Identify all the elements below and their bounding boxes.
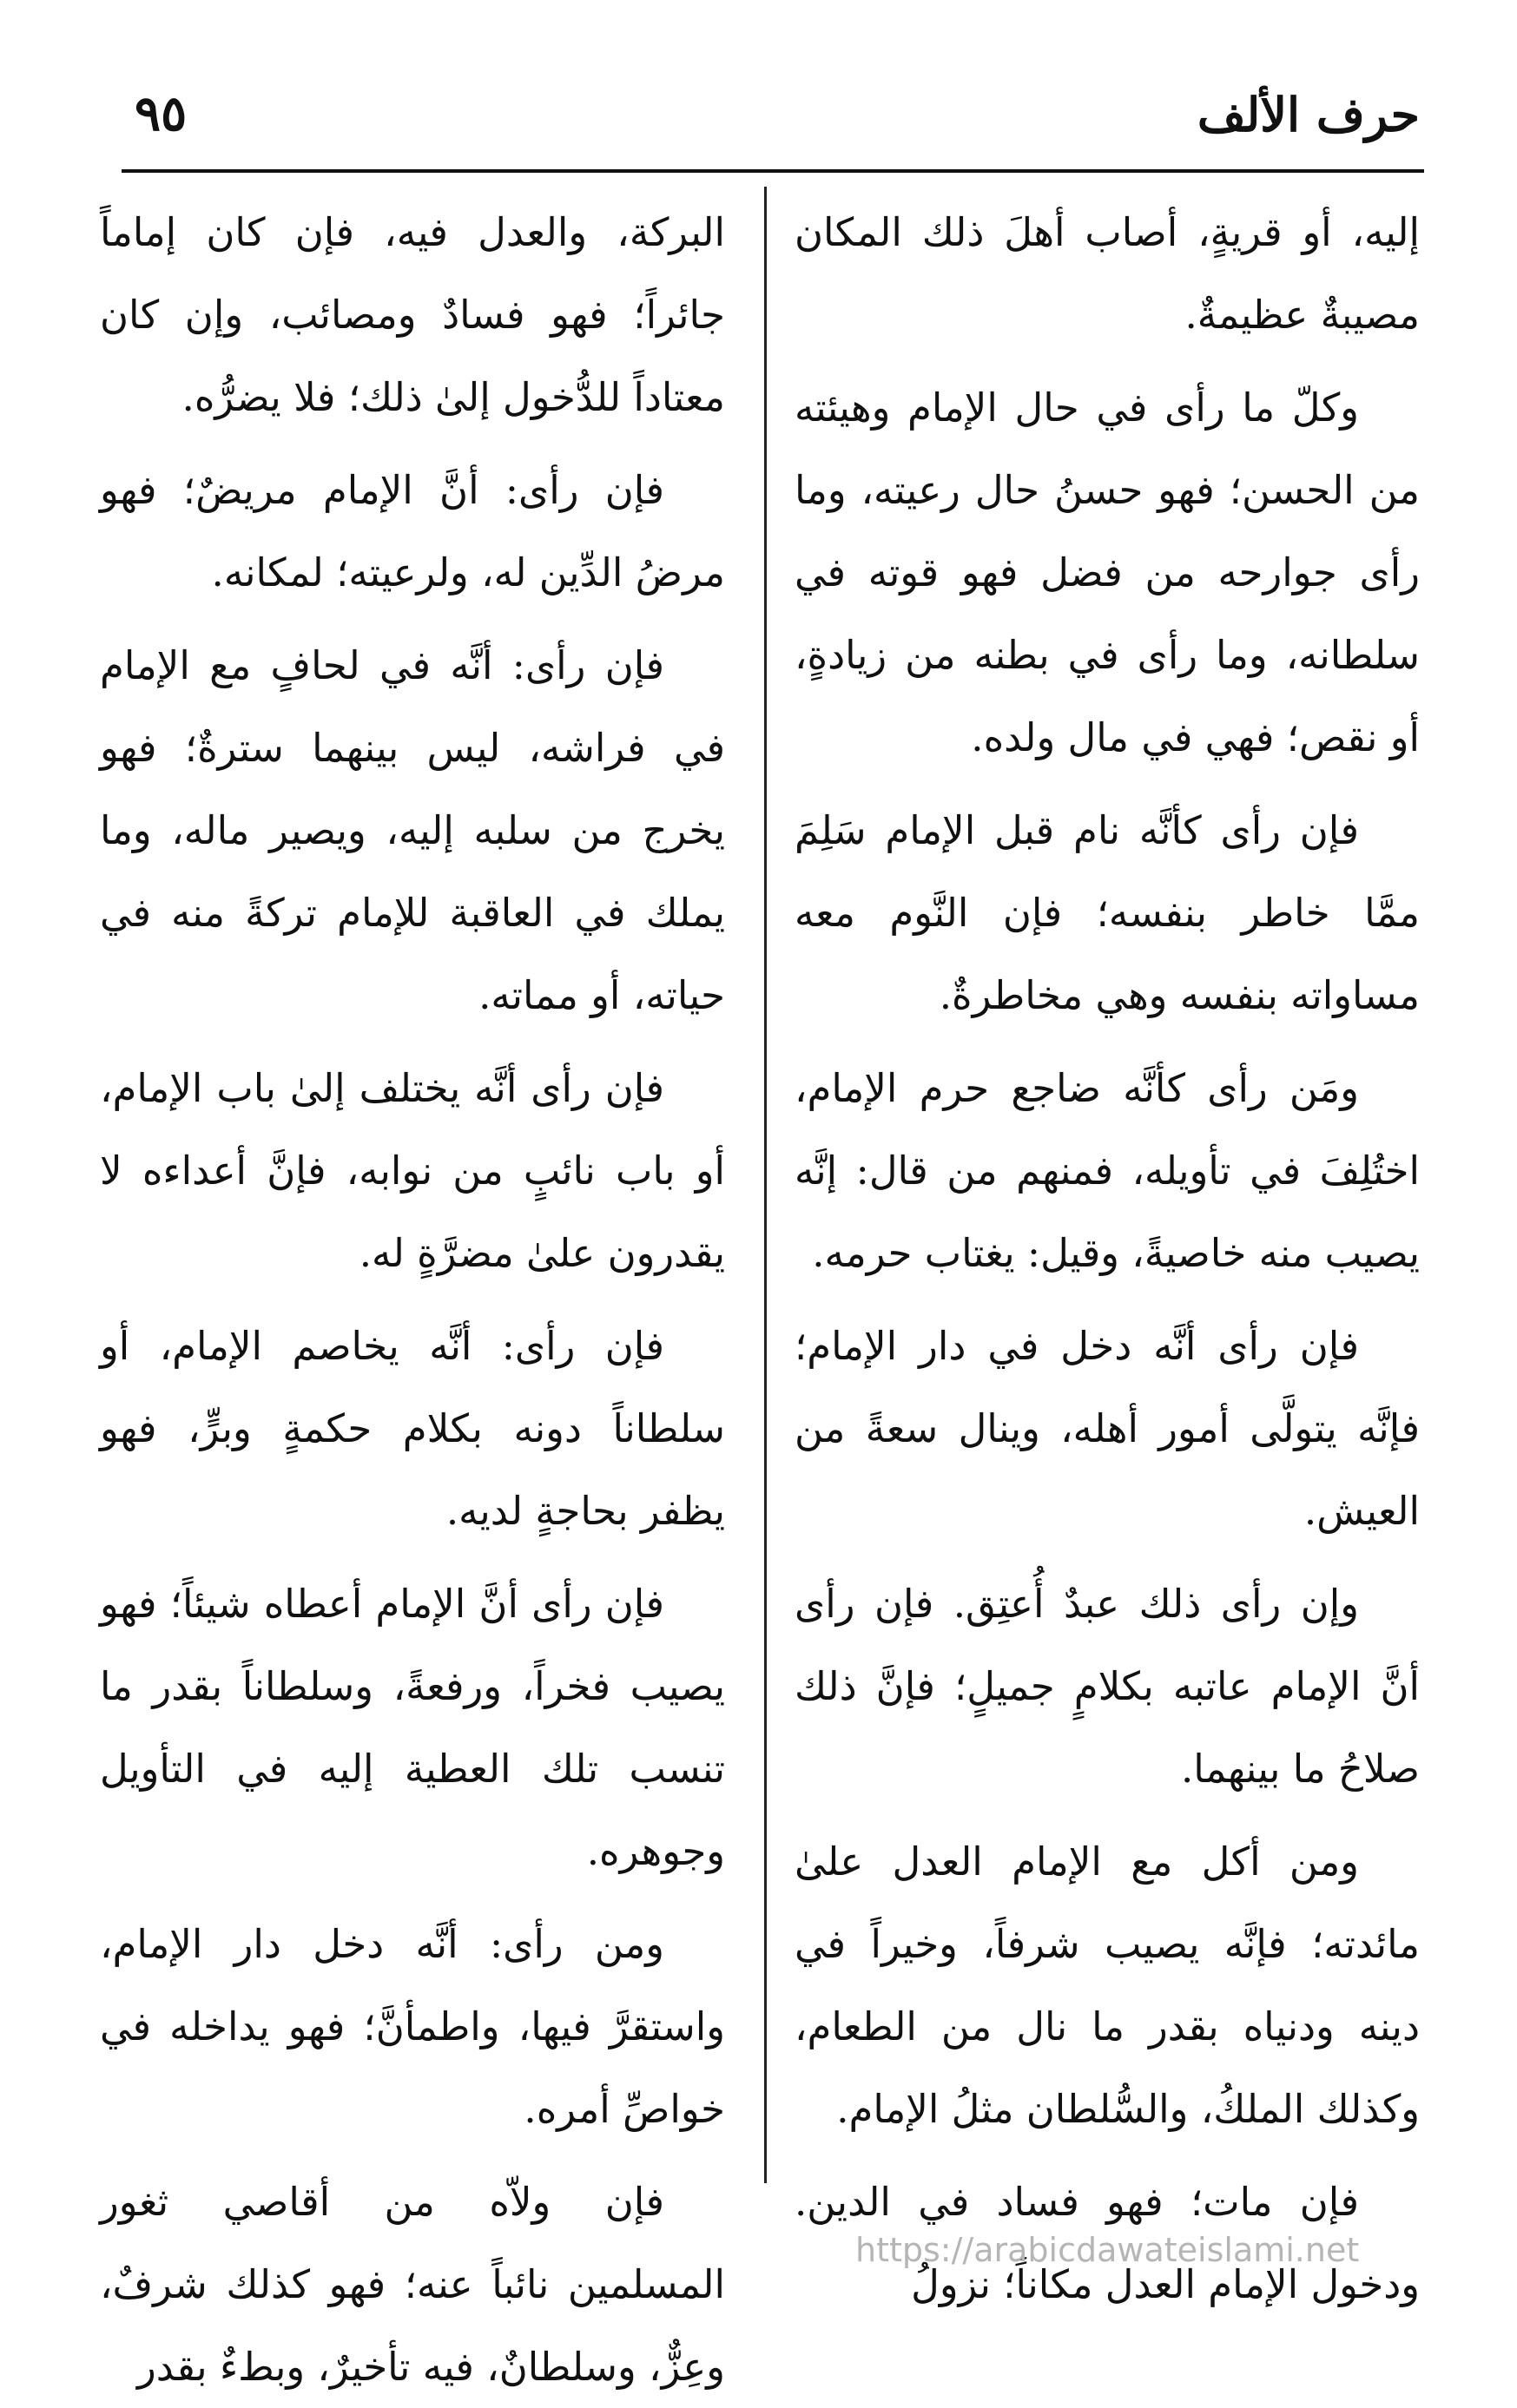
page-header [135, 82, 1420, 165]
paragraph: فإن رأى: أنَّه في لحافٍ مع الإمام في فراشه، ليس بينهما سترةٌ؛ فهو يخرج من سلبه إليه، ويصير ماله، وما يملك في العاقبة للإمام تركةً منه في حياته، أو مماته. [100, 642, 725, 1018]
paragraph: ومن أكل مع الإمام العدل علىٰ مائدته؛ فإنَّه يصيب شرفاً، وخيراً في دينه ودنياه بقدر ما نال من الطعام، وكذلك الملكُ، والسُّلطان مثلُ الإمام. [795, 1839, 1420, 2132]
watermark-url: https://arabicdawateislami.net [855, 2231, 1360, 2269]
paragraph: فإن مات؛ فهو فساد في الدين. ودخول الإمام العدل مكاناً؛ نزولُ [795, 2179, 1420, 2307]
paragraph: فإن رأى: أنَّه يخاصم الإمام، أو سلطاناً دونه بكلام حكمةٍ وبرٍّ، فهو يظفر بحاجةٍ لديه. [100, 1323, 725, 1534]
page-number: ٩٥ [135, 85, 188, 142]
paragraph: ومَن رأى كأنَّه ضاجع حرم الإمام، اختُلِفَ في تأويله، فمنهم من قال: إنَّه يصيب منه خاصيةً، وقيل: يغتاب حرمه. [795, 1065, 1420, 1276]
paragraph: فإن ولاّه من أقاصي ثغور المسلمين نائباً عنه؛ فهو كذلك شرفٌ، وعِزٌّ، وسلطانٌ، فيه تأخيرٌ، وبطءٌ بقدر [100, 2179, 725, 2390]
running-title: حرف الألف [1197, 87, 1420, 142]
paragraph: فإن رأى أنَّه دخل في دار الإمام؛ فإنَّه يتولَّى أمور أهله، وينال سعةً من العيش. [795, 1323, 1420, 1534]
paragraph: فإن رأى: أنَّ الإمام مريضٌ؛ فهو مرضُ الدِّين له، ولرعيته؛ لمكانه. [100, 467, 725, 595]
paragraph: وكلّ ما رأى في حال الإمام وهيئته من الحسن؛ فهو حسنُ حال رعيته، وما رأى جوارحه من فضل فهو قوته في سلطانه، وما رأى في بطنه من زيادةٍ، أو نقص؛ فهي في مال ولده. [795, 385, 1420, 760]
paragraph: البركة، والعدل فيه، فإن كان إماماً جائراً؛ فهو فسادٌ ومصائب، وإن كان معتاداً للدُّخول إلىٰ ذلك؛ فلا يضرُّه. [100, 209, 725, 420]
column-divider [764, 187, 767, 2183]
paragraph: وإن رأى ذلك عبدٌ أُعتِق. فإن رأى أنَّ الإمام عاتبه بكلامٍ جميلٍ؛ فإنَّ ذلك صلاحُ ما بينهما. [795, 1581, 1420, 1792]
header-divider [122, 169, 1424, 173]
left-column [100, 191, 725, 2390]
paragraph: فإن رأى أنَّ الإمام أعطاه شيئاً؛ فهو يصيب فخراً، ورفعةً، وسلطاناً بقدر ما تنسب تلك العطية إليه في التأويل وجوهره. [100, 1581, 725, 1874]
paragraph: إليه، أو قريةٍ، أصاب أهلَ ذلك المكان مصيبةٌ عظيمةٌ. [795, 209, 1420, 338]
paragraph: ومن رأى: أنَّه دخل دار الإمام، واستقرَّ فيها، واطمأنَّ؛ فهو يداخله في خواصِّ أمره. [100, 1921, 725, 2132]
paragraph: فإن رأى كأنَّه نام قبل الإمام سَلِمَ ممَّا خاطر بنفسه؛ فإن النَّوم معه مساواته بنفسه وهي مخاطرةٌ. [795, 807, 1420, 1018]
paragraph: فإن رأى أنَّه يختلف إلىٰ باب الإمام، أو باب نائبٍ من نوابه، فإنَّ أعداءه لا يقدرون علىٰ مضرَّةٍ له. [100, 1065, 725, 1276]
